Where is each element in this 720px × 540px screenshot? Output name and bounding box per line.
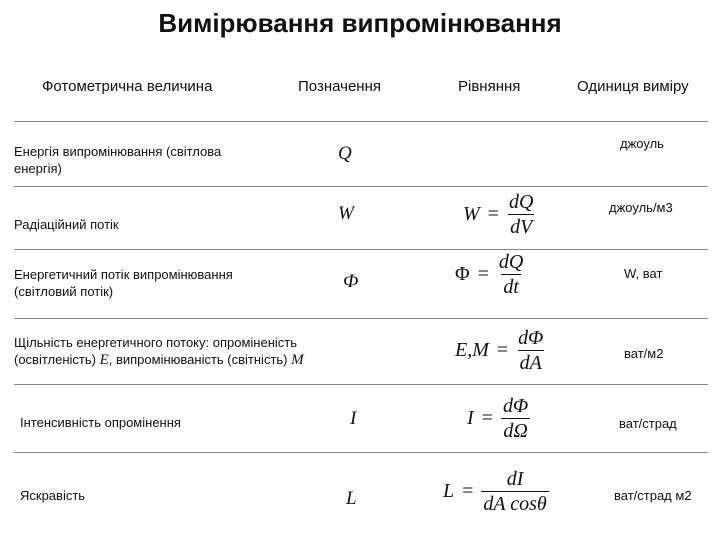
equation: I = $\frac{d\Phi}{d\Omega}$ — [467, 395, 529, 442]
quantity-name: Інтенсивність опромінення — [20, 415, 181, 430]
quantity-name: Радіаційний потік — [14, 217, 119, 232]
unit-label: джоуль — [620, 136, 664, 151]
divider — [14, 452, 708, 453]
quantity-symbol: Ф — [343, 271, 359, 292]
quantity-name: Енергетичний потік випромінювання (світловий потік) — [14, 267, 233, 299]
quantity-name: Щільність енергетичного потоку: опроміненість (освітленість) E, випромінюваність (світність) M — [14, 335, 304, 368]
quantity-symbol: Q — [338, 143, 352, 164]
divider — [14, 249, 708, 250]
divider — [14, 384, 708, 385]
unit-label: ват/страд — [619, 416, 677, 431]
unit-label: джоуль/м3 — [609, 200, 673, 215]
page-title: Вимірювання випромінювання — [158, 8, 562, 38]
divider — [14, 186, 708, 187]
quantity-symbol: W — [338, 203, 354, 224]
quantity-symbol: I — [350, 408, 357, 429]
divider — [14, 318, 708, 319]
unit-label: ват/страд м2 — [614, 488, 692, 503]
header-symbol: Позначення — [298, 78, 381, 95]
equation: L = $\frac{dI}{\text{dA cosθ}}$ — [443, 468, 547, 515]
equation: W = $\frac{dQ}{dV}$ — [463, 191, 534, 238]
header-quantity: Фотометрична величина — [42, 78, 213, 95]
header-equation: Рівняння — [458, 78, 521, 95]
unit-label: ват/м2 — [624, 346, 664, 361]
equation: Φ = $\frac{dQ}{dt}$ — [455, 251, 524, 298]
unit-label: W, ват — [624, 266, 663, 281]
header-unit: Одиниця виміру — [577, 78, 689, 95]
quantity-symbol: L — [346, 488, 357, 509]
quantity-name: Енергія випромінювання (світлова енергія) — [14, 144, 222, 176]
divider — [14, 121, 708, 122]
quantity-name: Яскравість — [20, 488, 86, 503]
equation: E,M = $\frac{d\Phi}{dA}$ — [455, 327, 544, 374]
